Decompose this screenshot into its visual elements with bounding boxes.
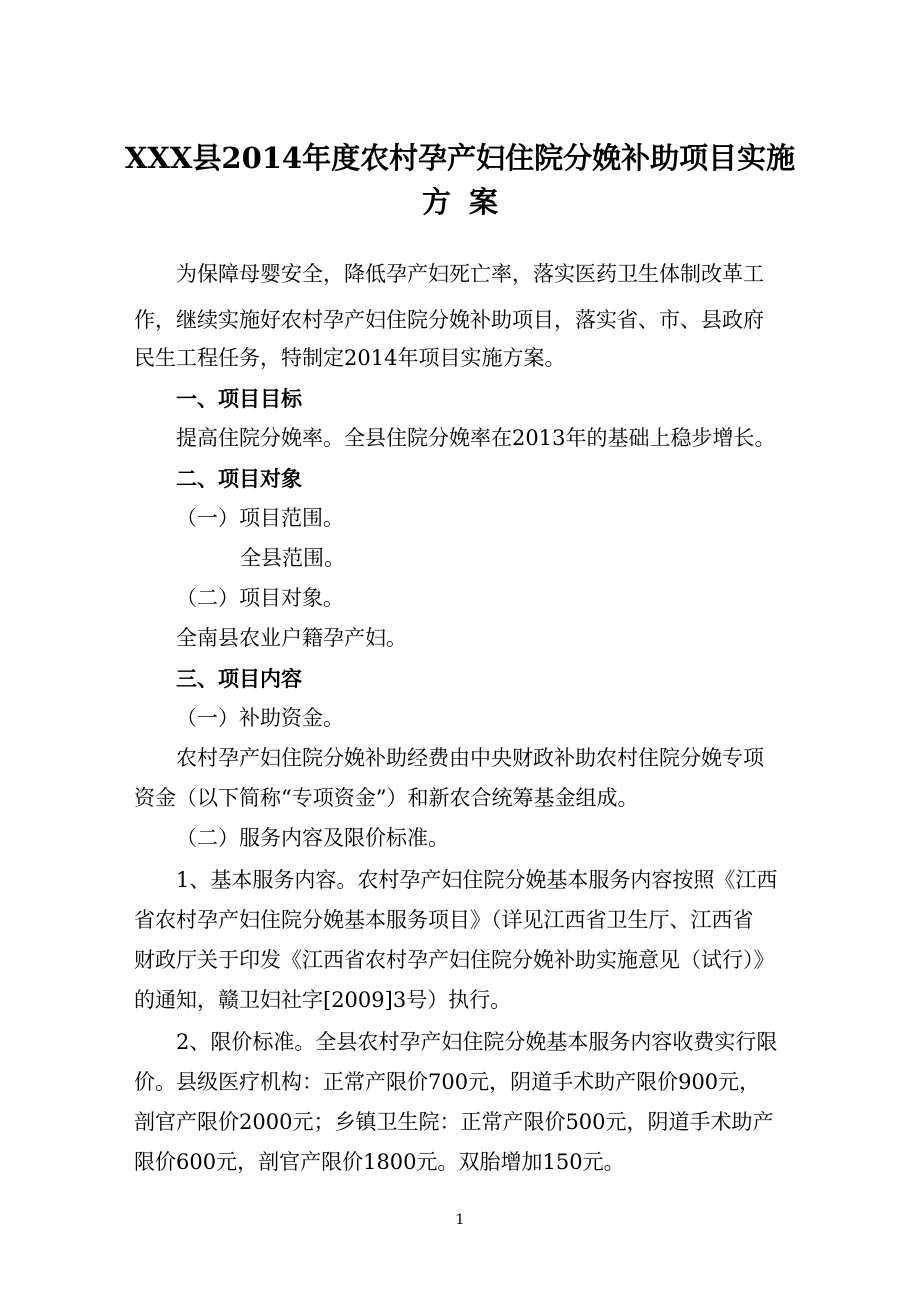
paragraph-line: 省农村孕产妇住院分娩基本服务项目》（详见江西省卫生厅、江西省 (134, 908, 754, 932)
paragraph-line: 2、限价标准。全县农村孕产妇住院分娩基本服务内容收费实行限 (176, 1030, 778, 1054)
paragraph-intro-line: 作，继续实施好农村孕产妇住院分娩补助项目，落实省、市、县政府 (134, 308, 764, 332)
page-number: 1 (455, 1212, 465, 1228)
paragraph-line: 资金（以下简称“专项资金”）和新农合统筹基金组成。 (134, 786, 639, 810)
paragraph-line: 提高住院分娩率。全县住院分娩率在2013年的基础上稳步增长。 (176, 426, 776, 450)
paragraph-line: 限价600元，剖官产限价1800元。双胎增加150元。 (134, 1150, 625, 1174)
paragraph-line: 剖官产限价2000元；乡镇卫生院：正常产限价500元，阴道手术助产 (134, 1110, 774, 1134)
section-heading-goal: 一、项目目标 (176, 386, 302, 411)
section-heading-target: 二、项目对象 (176, 466, 302, 491)
document-title-line2: 方案 (421, 185, 516, 219)
subsection-heading: （二）项目对象。 (176, 586, 344, 610)
paragraph-line: 农村孕产妇住院分娩补助经费由中央财政补助农村住院分娩专项 (176, 746, 764, 770)
paragraph-line: 财政厅关于印发《江西省农村孕产妇住院分娩补助实施意见（试行）》 (134, 948, 775, 972)
subsection-heading: （一）补助资金。 (176, 706, 344, 730)
paragraph-line: 1、基本服务内容。农村孕产妇住院分娩基本服务内容按照《江西 (176, 868, 778, 892)
paragraph-line: 全县范围。 (240, 546, 345, 570)
section-heading-content: 三、项目内容 (176, 666, 302, 691)
paragraph-intro-line: 民生工程任务，特制定2014年项目实施方案。 (134, 346, 566, 370)
paragraph-intro-line: 为保障母婴安全，降低孕产妇死亡率，落实医药卫生体制改革工 (176, 262, 764, 286)
document-title-line1: XXX县2014年度农村孕产妇住院分娩补助项目实施 (124, 141, 796, 175)
paragraph-line: 全南县农业户籍孕产妇。 (176, 626, 407, 650)
paragraph-line: 价。县级医疗机构：正常产限价700元，阴道手术助产限价900元， (134, 1070, 761, 1094)
subsection-heading: （一）项目范围。 (176, 506, 344, 530)
paragraph-line: 的通知，赣卫妇社字[2009]3号）执行。 (134, 988, 512, 1012)
subsection-heading: （二）服务内容及限价标准。 (176, 826, 449, 850)
